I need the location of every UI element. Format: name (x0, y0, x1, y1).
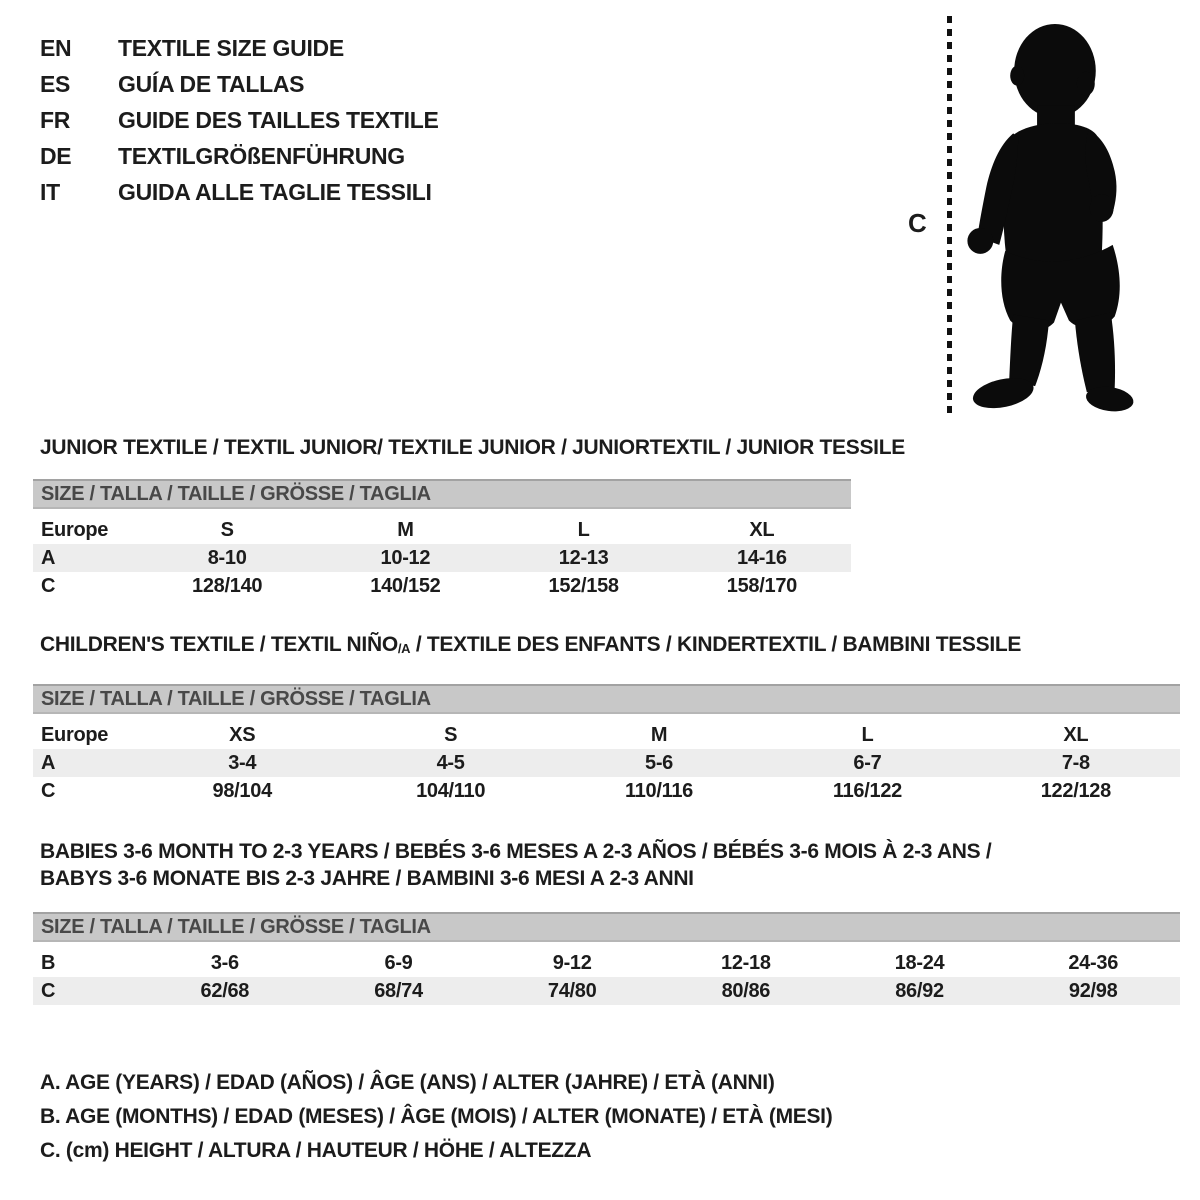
age-value: 3-6 (210, 951, 239, 974)
size-value: L (577, 518, 590, 541)
babies-size-table (33, 912, 1180, 1005)
age-value: 12-13 (558, 546, 609, 569)
row-label: C (41, 779, 56, 802)
age-value: 12-18 (721, 951, 771, 974)
age-value: 10-12 (380, 546, 431, 569)
guide-title-de: TEXTILGRÖßENFÜHRUNG (118, 142, 405, 169)
babies-size-header-bar: SIZE / TALLA / TAILLE / GRÖSSE / TAGLIA (33, 912, 1180, 942)
language-code: IT (40, 178, 60, 205)
row-label: B (41, 951, 56, 974)
legend-line-b: B. AGE (MONTHS) / EDAD (MESES) / ÂGE (MOIS) / ALTER (MONATE) / ETÀ (MESI) (40, 1105, 833, 1128)
height-value: 128/140 (192, 574, 263, 597)
height-value: 80/86 (721, 979, 771, 1002)
height-value: 68/74 (374, 979, 423, 1002)
language-row-de (40, 138, 439, 174)
language-code: FR (40, 106, 71, 133)
height-value: 158/170 (726, 574, 797, 597)
size-value: S (220, 518, 234, 541)
age-value: 7-8 (1061, 751, 1090, 774)
children-size-table (33, 684, 1180, 805)
height-value: 74/80 (547, 979, 597, 1002)
row-label: A (41, 546, 56, 569)
table-row (33, 777, 1180, 805)
size-value: XS (229, 723, 256, 746)
children-heading-sub: /A (397, 641, 411, 657)
guide-title-en: TEXTILE SIZE GUIDE (118, 34, 344, 61)
table-row (33, 977, 1180, 1005)
height-value: 86/92 (895, 979, 944, 1002)
row-label: C (41, 574, 56, 597)
children-section-heading (40, 633, 1021, 657)
language-code: DE (40, 142, 72, 169)
table-row (33, 949, 1180, 977)
age-value: 14-16 (737, 546, 787, 569)
language-row-en (40, 30, 439, 66)
guide-title-fr: GUIDE DES TAILLES TEXTILE (118, 106, 439, 133)
row-label: C (41, 979, 56, 1002)
guide-title-es: GUÍA DE TALLAS (118, 70, 305, 97)
language-code: ES (40, 70, 71, 97)
age-value: 24-36 (1068, 951, 1119, 974)
language-row-it (40, 174, 439, 210)
children-heading-post: / TEXTILE DES ENFANTS / KINDERTEXTIL / BAMBINI TESSILE (410, 633, 1022, 656)
babies-section-heading (40, 838, 991, 892)
size-value: L (861, 723, 874, 746)
table-row (33, 749, 1180, 777)
age-value: 6-9 (384, 951, 413, 974)
size-value: M (650, 723, 668, 746)
table-row (33, 516, 851, 544)
language-header (40, 30, 439, 210)
junior-size-table (33, 479, 851, 600)
age-value: 9-12 (552, 951, 592, 974)
height-value: 116/122 (832, 779, 902, 802)
toddler-silhouette-image (963, 18, 1138, 416)
age-value: 6-7 (853, 751, 882, 774)
height-value: 104/110 (416, 779, 486, 802)
size-value: S (444, 723, 458, 746)
junior-section-heading: JUNIOR TEXTILE / TEXTIL JUNIOR/ TEXTILE JUNIOR / JUNIORTEXTIL / JUNIOR TESSILE (40, 436, 905, 459)
height-value: 122/128 (1040, 779, 1111, 802)
babies-heading-line1: BABIES 3-6 MONTH TO 2-3 YEARS / BEBÉS 3-6 MESES A 2-3 AÑOS / BÉBÉS 3-6 MOIS À 2-3 ANS / (40, 840, 992, 863)
legend-line-a: A. AGE (YEARS) / EDAD (AÑOS) / ÂGE (ANS) / ALTER (JAHRE) / ETÀ (ANNI) (40, 1071, 775, 1094)
height-value: 140/152 (370, 574, 441, 597)
age-value: 5-6 (645, 751, 674, 774)
size-value: XL (749, 518, 775, 541)
guide-title-it: GUIDA ALLE TAGLIE TESSILI (118, 178, 432, 205)
table-row (33, 721, 1180, 749)
age-value: 18-24 (894, 951, 945, 974)
row-label: A (41, 751, 56, 774)
height-value: 92/98 (1068, 979, 1118, 1002)
babies-heading-line2: BABYS 3-6 MONATE BIS 2-3 JAHRE / BAMBINI 3-6 MESI A 2-3 ANNI (40, 867, 694, 890)
size-value: M (397, 518, 414, 541)
height-measure-label: C (908, 208, 927, 238)
height-measure-dashed-line (947, 16, 952, 416)
age-value: 4-5 (436, 751, 465, 774)
age-value: 3-4 (228, 751, 257, 774)
language-code: EN (40, 34, 72, 61)
row-label: Europe (41, 723, 109, 746)
language-row-fr (40, 102, 439, 138)
junior-size-header-bar: SIZE / TALLA / TAILLE / GRÖSSE / TAGLIA (33, 479, 851, 509)
height-value: 152/158 (548, 574, 619, 597)
height-value: 98/104 (212, 779, 272, 802)
row-label: Europe (41, 518, 109, 541)
children-size-header-bar: SIZE / TALLA / TAILLE / GRÖSSE / TAGLIA (33, 684, 1180, 714)
height-value: 62/68 (200, 979, 250, 1002)
measure-legend (40, 1066, 832, 1168)
size-value: XL (1063, 723, 1089, 746)
children-heading-pre: CHILDREN'S TEXTILE / TEXTIL NIÑO (40, 633, 398, 656)
age-value: 8-10 (207, 546, 247, 569)
legend-line-c: C. (cm) HEIGHT / ALTURA / HAUTEUR / HÖHE / ALTEZZA (40, 1139, 592, 1162)
table-row (33, 572, 851, 600)
height-value: 110/116 (625, 779, 694, 802)
table-row (33, 544, 851, 572)
language-row-es (40, 66, 439, 102)
